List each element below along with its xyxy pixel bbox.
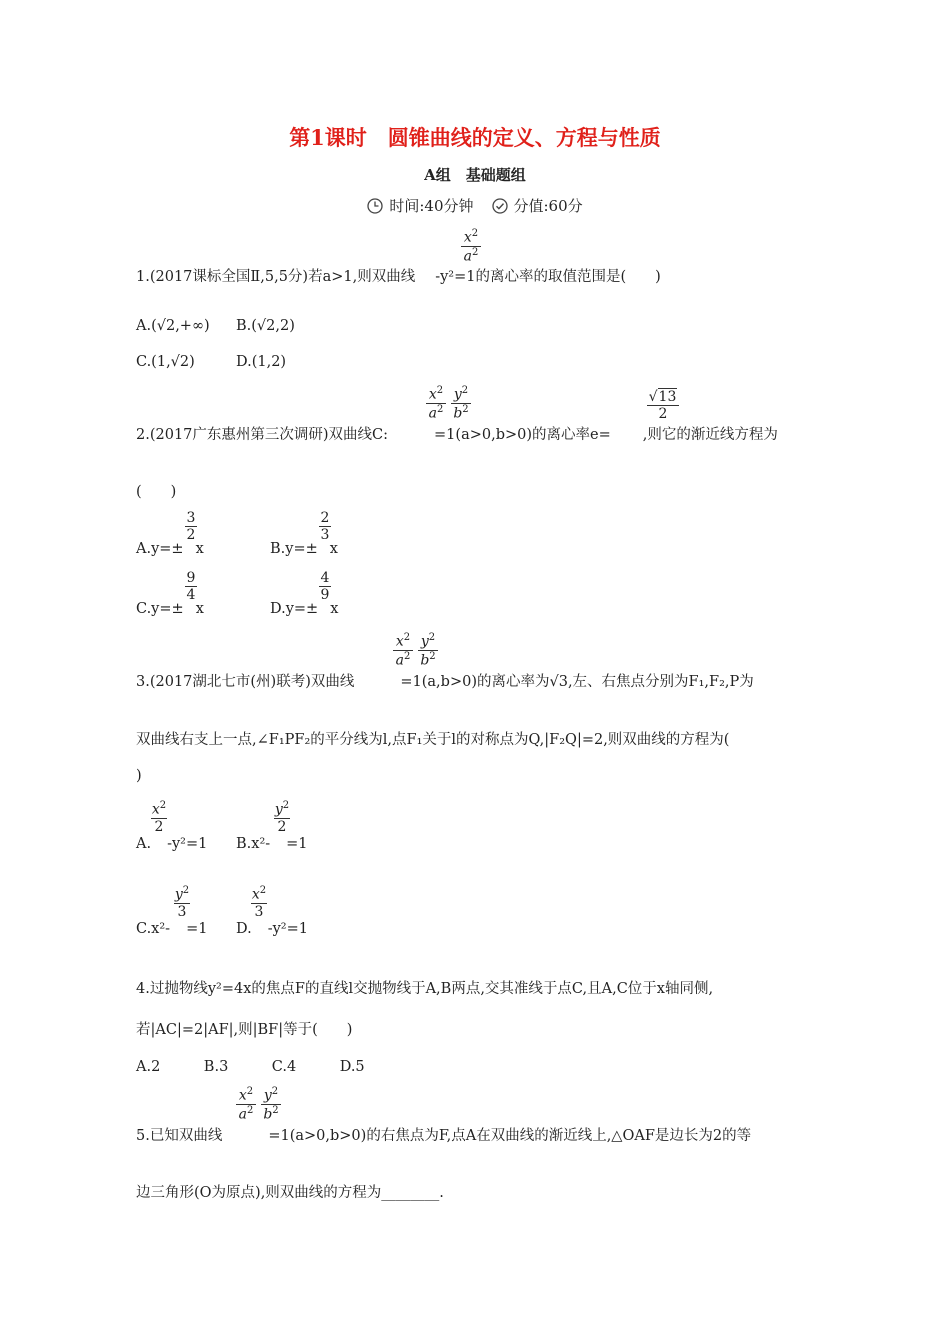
- check-circle-icon: [492, 197, 514, 215]
- q2-option-a[interactable]: A.y=± x: [136, 541, 204, 557]
- q1-option-c[interactable]: C.(1,√2): [136, 354, 195, 370]
- q2-d-fraction: $\frac{4}{9}$: [320, 570, 330, 603]
- q2-b-fraction: $\frac{2}{3}$: [320, 510, 330, 543]
- q3-option-b[interactable]: B.x²- =1: [236, 836, 308, 852]
- q5-fraction-x: $\frac{x^2}{a^2}$: [236, 1086, 256, 1122]
- q3-b-fraction: $\frac{y^2}{2}$: [274, 800, 290, 835]
- q3-option-c[interactable]: C.x²- =1: [136, 921, 208, 937]
- q1-fraction: $\frac{x^2}{a^2}$: [461, 228, 481, 264]
- q1-stem: 1.(2017课标全国Ⅱ,5,5分)若a>1,则双曲线 -y²=1的离心率的取值范围是( ): [136, 269, 661, 285]
- q3-d-fraction: $\frac{x^2}{3}$: [251, 885, 267, 920]
- q3-a-fraction: $\frac{x^2}{2}$: [151, 800, 167, 835]
- q2-paren: ( ): [136, 484, 177, 500]
- q3-option-a[interactable]: A. -y²=1: [136, 836, 208, 852]
- q3-line2: 双曲线右支上一点,∠F₁PF₂的平分线为l,点F₁关于l的对称点为Q,|F₂Q|=2,则双曲线的方程为(: [136, 732, 730, 748]
- q2-fraction-y: $\frac{y^2}{b^2}$: [451, 385, 471, 421]
- q3-c-fraction: $\frac{y^2}{3}$: [174, 885, 190, 920]
- q1-option-d[interactable]: D.(1,2): [236, 354, 287, 370]
- group-label: A组 基础题组: [424, 166, 526, 184]
- q2-a-fraction: $\frac{3}{2}$: [186, 510, 196, 543]
- q2-eccentricity: $\frac{√13}{2}$: [647, 389, 679, 422]
- q3-line3: ): [136, 768, 142, 784]
- q2-option-d[interactable]: D.y=± x: [270, 601, 339, 617]
- q3-option-d[interactable]: D. -y²=1: [236, 921, 308, 937]
- q4-options[interactable]: A.2 B.3 C.4 D.5: [136, 1059, 365, 1075]
- q1-option-a[interactable]: A.(√2,+∞): [136, 318, 210, 334]
- page-title: 第1课时 圆锥曲线的定义、方程与性质: [289, 125, 661, 150]
- q5-stem: 5.已知双曲线 =1(a>0,b>0)的右焦点为F,点A在双曲线的渐近线上,△OAF是边长为2的等: [136, 1128, 752, 1144]
- q4-line1: 4.过抛物线y²=4x的焦点F的直线l交抛物线于A,B两点,交其准线于点C,且A,C位于x轴同侧,: [136, 981, 714, 997]
- q3-stem: 3.(2017湖北七市(州)联考)双曲线 =1(a,b>0)的离心率为√3,左、右焦点分别为F₁,F₂,P为: [136, 674, 754, 690]
- q5-line2: 边三角形(O为原点),则双曲线的方程为________.: [136, 1185, 444, 1201]
- q1-option-b[interactable]: B.(√2,2): [236, 318, 295, 334]
- q5-fraction-y: $\frac{y^2}{b^2}$: [261, 1086, 281, 1122]
- q2-stem: 2.(2017广东惠州第三次调研)双曲线C: =1(a>0,b>0)的离心率e= ,则它的渐近线方程为: [136, 427, 778, 443]
- q3-fraction-x: $\frac{x^2}{a^2}$: [393, 632, 413, 668]
- q2-option-c[interactable]: C.y=± x: [136, 601, 204, 617]
- q3-fraction-y: $\frac{y^2}{b^2}$: [418, 632, 438, 668]
- score-text: 分值:60分: [513, 197, 583, 215]
- clock-icon: [367, 197, 389, 215]
- q2-c-fraction: $\frac{9}{4}$: [186, 570, 196, 603]
- q2-option-b[interactable]: B.y=± x: [270, 541, 338, 557]
- q2-fraction-x: $\frac{x^2}{a^2}$: [426, 385, 446, 421]
- q4-line2: 若|AC|=2|AF|,则|BF|等于( ): [136, 1022, 353, 1038]
- time-text: 时间:40分钟: [389, 197, 474, 215]
- meta-line: [0, 195, 950, 216]
